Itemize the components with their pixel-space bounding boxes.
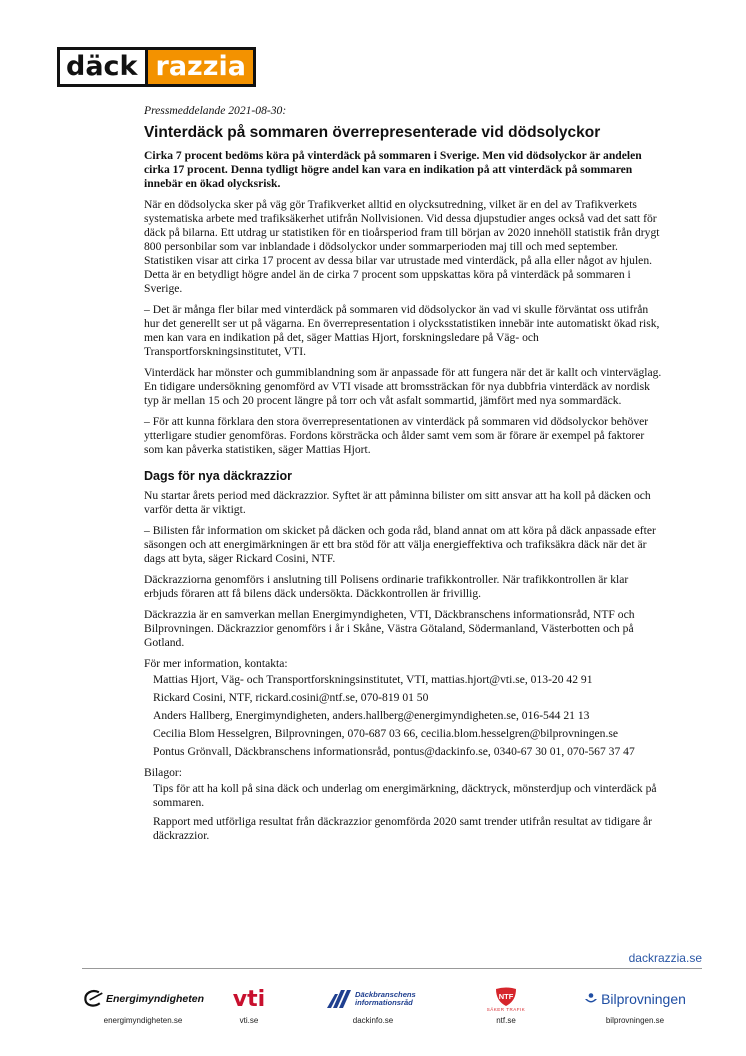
bilprovningen-person-icon	[584, 992, 598, 1006]
page-title: Vinterdäck på sommaren överrepresenterade vid dödsolyckor	[144, 124, 601, 141]
partner-caption: dackinfo.se	[352, 1016, 394, 1025]
attachment-list	[153, 782, 664, 843]
contact-list	[153, 673, 664, 759]
subheading: Dags för nya däckrazzior	[144, 469, 292, 483]
dateline: Pressmeddelande 2021-08-30:	[144, 104, 287, 117]
partner-caption: energimyndigheten.se	[103, 1016, 183, 1025]
lead-paragraph: Cirka 7 procent bedöms köra på vinterdäck på sommaren i Sverige. Men vid dödsolyckor är andelen cirka 17 procent. Denna tydligt högre andel kan vara en indikation på att vinterdäck på sommaren innebär en ökad olycksrisk.	[144, 149, 642, 190]
logo-part-razzia: razzia	[145, 47, 256, 87]
partner-caption: vti.se	[239, 1016, 259, 1025]
energimyndigheten-swoosh-icon	[82, 987, 104, 1011]
logo-part-dack: däck	[57, 47, 145, 87]
svg-text:NTF: NTF	[498, 991, 514, 1001]
paragraph: Däckrazzia är en samverkan mellan Energimyndigheten, VTI, Däckbranschens informationsråd, NTF och Bilprovningen. Däckrazzior genomförs i år i Skåne, Västra Götaland, Södermanland, Västerbotten och på Gotland.	[144, 608, 635, 649]
paragraph: – Det är många fler bilar med vinterdäck på sommaren vid dödsolyckor än vad vi skulle förväntat oss utifrån hur det generellt ser ut på vägarna. En överrepresentation i olycksstatistiken innebär inte automatiskt ökad risk, men kan vara en indikation på det, säger Mattias Hjort, forskningsledare på Väg- och Transportforskningsinstitutet, VTI.	[144, 303, 660, 358]
attachment-item: Tips för att ha koll på sina däck och underlag om energimärkning, däcktryck, mönsterdjup och vinterdäck på sommaren.	[153, 782, 657, 809]
vti-logo: vti	[232, 986, 266, 1012]
attachments-intro: Bilagor:	[144, 766, 182, 779]
contact-intro: För mer information, kontakta:	[144, 657, 288, 670]
bilprovningen-logo: Bilprovningen	[568, 984, 702, 1014]
ntf-shield-icon	[494, 987, 518, 1007]
contact-item: Anders Hallberg, Energimyndigheten, anders.hallberg@energimyndigheten.se, 016-544 21 13	[153, 709, 590, 722]
partner-caption: bilprovningen.se	[605, 1016, 665, 1025]
dackinfo-stripes-icon	[325, 988, 355, 1010]
dackinfo-logo: Däckbranschens informationsråd	[318, 984, 428, 1014]
contact-item: Cecilia Blom Hesselgren, Bilprovningen, 070-687 03 66, cecilia.blom.hesselgren@bilprovningen.se	[153, 727, 618, 740]
ntf-logo: NTF SÄKER TRAFIK	[476, 984, 536, 1014]
paragraph: Däckrazziorna genomförs i anslutning till Polisens ordinarie trafikkontroller. När trafikkontrollen är klar erbjuds föraren att få bilens däck undersökta. Däckkontrollen är frivillig.	[144, 573, 629, 600]
contact-item: Rickard Cosini, NTF, rickard.cosini@ntf.se, 070-819 01 50	[153, 691, 429, 704]
partner-vti	[218, 984, 280, 1025]
partner-ntf	[476, 984, 536, 1025]
paragraph: Vinterdäck har mönster och gummiblandning som är anpassade för att fungera när det är kallt och vinterväglag. En tidigare undersökning genomförd av VTI visade att bromssträckan för nya dubbfria vinterdäck av nordisk typ är mellan 15 och 20 procent längre på torr och våt asfalt sommartid, jämfört med nya sommardäck.	[144, 366, 662, 407]
partner-bilprovningen	[568, 984, 702, 1025]
footer-divider	[82, 968, 702, 969]
dackrazzia-logo	[57, 47, 256, 87]
contact-item: Mattias Hjort, Väg- och Transportforskningsinstitutet, VTI, mattias.hjort@vti.se, 013-20 42 91	[153, 673, 593, 686]
partner-energimyndigheten	[82, 984, 204, 1025]
paragraph: – För att kunna förklara den stora överrepresentationen av vinterdäck på sommaren vid dödsolyckor behöver ytterligare studier genomföras. Fordons körsträcka och ålder samt vem som är förare är exempel på faktorer som kan påverka statistiken, säger Mattias Hjort.	[144, 415, 649, 456]
paragraph: – Bilisten får information om skicket på däcken och goda råd, bland annat om att köra på däck anpassade efter säsongen och att energimärkningen är ett bra stöd för att välja energieffektiva och trafiksäkra däck när det är dags att byta, säger Rickard Cosini, NTF.	[144, 524, 656, 565]
attachment-item: Rapport med utförliga resultat från däckrazzior genomförda 2020 samt trender utifrån resultat av tidigare år däckrazzior.	[153, 815, 652, 842]
contact-item: Pontus Grönvall, Däckbranschens informationsråd, pontus@dackinfo.se, 0340-67 30 01, 070-567 37 47	[153, 745, 635, 758]
press-release-body	[144, 104, 664, 848]
energimyndigheten-logo: Energimyndigheten	[82, 984, 204, 1014]
site-link[interactable]: dackrazzia.se	[628, 951, 702, 965]
paragraph: När en dödsolycka sker på väg gör Trafikverket alltid en olycksutredning, vilket är en del av Trafikverkets systematiska arbete med trafiksäkerhet utifrån Nollvisionen. Vid dessa djupstudier anges också vad det satt för däck på bilarna. Ett utdrag ur statistiken för en tioårsperiod fram till början av 2020 innehöll statistik från drygt 800 personbilar som var inblandade i dödsolyckor under sommarperioden maj till och med september. Statistiken visar att cirka 17 procent av dessa bilar var utrustade med vinterdäck, på alla eller något av hjulen. Detta är en betydligt högre andel än de cirka 7 procent som uppskattas köra på vinterdäck på sommaren i Sverige.	[144, 198, 660, 295]
partner-dackinfo	[318, 984, 428, 1025]
paragraph: Nu startar årets period med däckrazzior. Syftet är att påminna bilister om sitt ansvar att ha koll på däcken och varför detta är viktigt.	[144, 489, 651, 516]
partner-caption: ntf.se	[496, 1016, 516, 1025]
